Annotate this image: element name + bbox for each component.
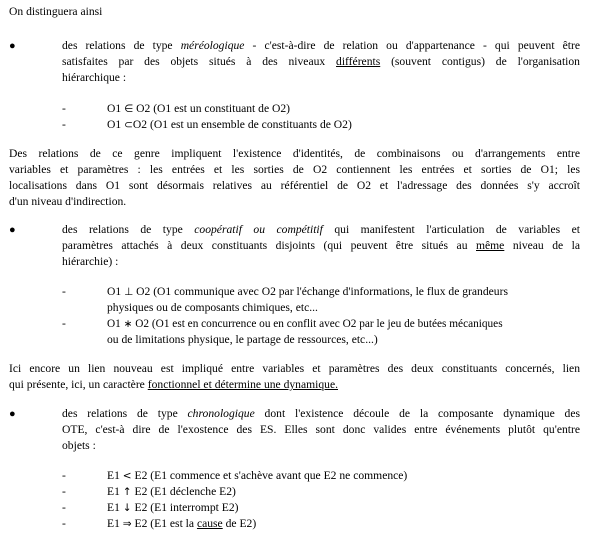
down-arrow-icon: ↓ <box>122 502 132 514</box>
bullet-1-line-3: hiérarchique : <box>62 71 127 84</box>
bullet-1-icon: ● <box>9 40 16 52</box>
para-2-line-2: qui présente, ici, un caractère fonctionnel et détermine une dynamique. <box>9 378 339 391</box>
bullet-2-line-3: hiérarchie) : <box>62 255 119 268</box>
dash-marker: - <box>62 118 66 131</box>
relation-e1-interrupts-e2: E1 ↓ E2 (E1 interrompt E2) <box>107 501 239 514</box>
bullet-2-icon: ● <box>9 224 16 236</box>
bullet-3-icon: ● <box>9 408 16 420</box>
bullet-3-line-1: des relations de type chronologique dont l'existence découle de la composante dynamique des <box>62 407 580 420</box>
relation-e1-triggers-e2: E1 ↑ E2 (E1 déclenche E2) <box>107 485 236 498</box>
intro-text: On distinguera ainsi <box>9 5 103 18</box>
subset-symbol: ⊂ <box>124 119 133 131</box>
dash-marker: - <box>62 469 66 482</box>
bullet-2-line-2: paramètres attachés à deux constituants disjoints (qui peuvent être situés au même niveau de la <box>62 239 580 252</box>
relation-o1-in-o2: O1 ∈ O2 (O1 est un constituant de O2) <box>107 102 291 115</box>
dash-marker: - <box>62 517 66 530</box>
dash-marker: - <box>62 317 66 330</box>
para-1-line-3: localisations dans O1 sont désormais relatives au référentiel de O2 et l'adressage des données s'y accroît <box>9 179 580 192</box>
relation-e1-before-e2: E1 < E2 (E1 commence et s'achève avant que E2 ne commence) <box>107 469 408 482</box>
perpendicular-symbol: ⊥ <box>124 286 134 298</box>
relation-o1-perp-o2-cont: physiques ou de composants chimiques, etc... <box>107 301 318 314</box>
dash-marker: - <box>62 485 66 498</box>
dash-marker: - <box>62 501 66 514</box>
element-of-symbol: ∈ <box>124 103 134 115</box>
asterisk-symbol: ∗ <box>123 318 133 330</box>
bullet-1-line-2: satisfaites par des objets situés à des niveaux différents (souvent contigus) de l'organisation <box>62 55 580 68</box>
relation-o1-conflict-o2: O1 ∗ O2 (O1 est en concurrence ou en conflit avec O2 par le jeu de butées mécaniques <box>107 318 503 330</box>
para-1-line-1: Des relations de ce genre impliquent l'existence d'identités, de combinaisons ou d'arrangements entre <box>9 147 580 160</box>
para-1-line-4: d'un niveau d'indirection. <box>9 195 127 208</box>
bullet-3-line-3: objets : <box>62 439 96 452</box>
dash-marker: - <box>62 285 66 298</box>
para-1-line-2: variables et paramètres : les entrées et les sorties de O2 contiennent les entrées et sorties de O1; les <box>9 163 580 176</box>
implies-arrow-icon: ⇒ <box>122 518 132 530</box>
bullet-3-line-2: OTE, c'est-à dire de l'exostence des ES. Elles sont donc valides entre événements plutôt qu'entre <box>62 423 580 436</box>
bullet-1-line-1: des relations de type méréologique - c'est-à-dire de relation ou d'appartenance - qui peuvent être <box>62 39 581 52</box>
relation-o1-perp-o2: O1 ⊥ O2 (O1 communique avec O2 par l'échange d'informations, le flux de grandeurs <box>107 285 508 298</box>
para-2-line-1: Ici encore un lien nouveau est impliqué entre variables et paramètres des deux constituants concernés, lien <box>9 362 580 375</box>
less-than-symbol: < <box>122 470 132 482</box>
bullet-2-line-1: des relations de type coopératif ou compétitif qui manifestent l'articulation de variables et <box>62 223 580 236</box>
relation-o1-subset-o2: O1 ⊂O2 (O1 est un ensemble de constituants de O2) <box>107 118 352 131</box>
relation-o1-conflict-o2-cont: ou de limitations physique, le partage de ressources, etc...) <box>107 333 378 346</box>
relation-e1-causes-e2: E1 ⇒ E2 (E1 est la cause de E2) <box>107 517 257 530</box>
up-arrow-icon: ↑ <box>122 486 132 498</box>
dash-marker: - <box>62 102 66 115</box>
